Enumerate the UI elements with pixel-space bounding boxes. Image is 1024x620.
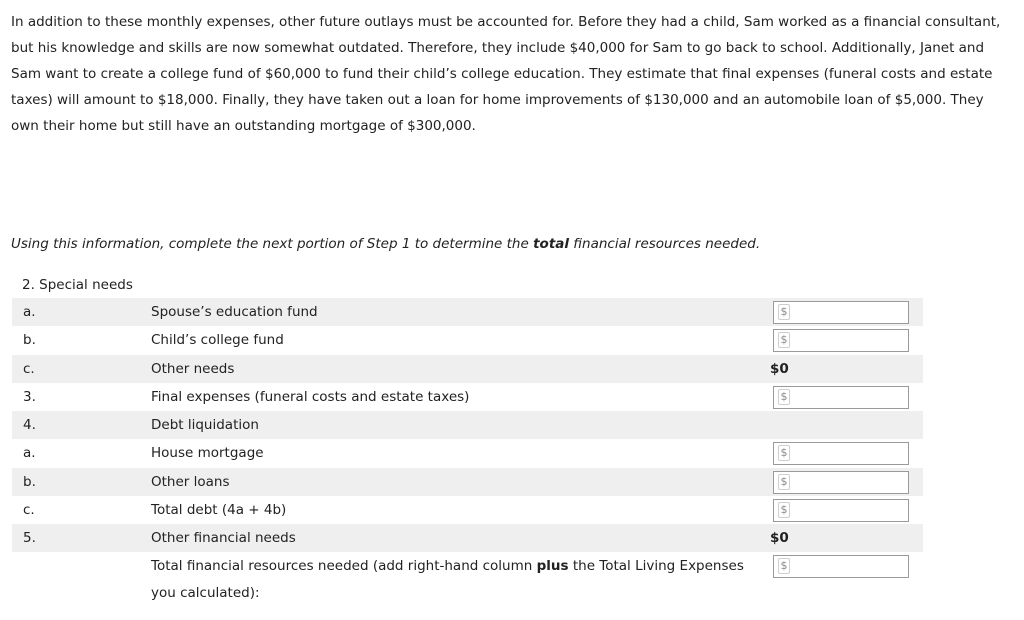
row-label: Other loans (151, 474, 230, 490)
amount-field (773, 442, 909, 465)
dollar-sign-icon: $ (778, 558, 790, 574)
amount-input[interactable] (794, 473, 906, 492)
row-label: House mortgage (151, 445, 264, 461)
amount-field (773, 471, 909, 494)
row-index: 5. (23, 530, 36, 546)
amount-input[interactable] (794, 303, 906, 322)
row-label: Spouse’s education fund (151, 304, 318, 320)
instruction-text (11, 234, 760, 254)
instruction-before: Using this information, complete the next portion of Step 1 to determine the (11, 236, 534, 252)
table-row (12, 298, 923, 326)
dollar-sign-icon: $ (778, 445, 790, 461)
row-index: c. (23, 361, 35, 377)
amount-field (773, 329, 909, 352)
amount-input[interactable] (794, 501, 906, 520)
row-index: a. (23, 304, 36, 320)
row-label: Child’s college fund (151, 332, 284, 348)
amount-input[interactable] (794, 444, 906, 463)
row-index: b. (23, 474, 36, 490)
dollar-sign-icon: $ (778, 332, 790, 348)
row-index: 4. (23, 417, 36, 433)
dollar-sign-icon: $ (778, 474, 790, 490)
row-index: b. (23, 332, 36, 348)
total-label-bold: plus (536, 558, 569, 574)
table-row (12, 439, 923, 467)
row-label: Debt liquidation (151, 417, 259, 433)
section-title: 2. Special needs (22, 277, 133, 293)
intro-paragraph: In addition to these monthly expenses, other future outlays must be accounted for. Before they had a child, Sam worked as a financial consultant, but his knowledge and skills are now somewhat outdated. Therefore, they include $40,000 for Sam to go back to school. Additionally, Janet and Sam want to create a college fund of $60,000 to fund their child’s college education. They estimate that final expenses (funeral costs and estate taxes) will amount to $18,000. Finally, they have taken out a loan for home improvements of $130,000 and an automobile loan of $5,000. They own their home but still have an outstanding mortgage of $300,000. (11, 14, 1001, 134)
total-row (12, 553, 923, 605)
table-row (12, 326, 923, 354)
amount-field (773, 301, 909, 324)
total-amount-field (773, 555, 909, 578)
amount-field (773, 386, 909, 409)
dollar-sign-icon: $ (778, 389, 790, 405)
computed-value: $0 (770, 361, 789, 377)
row-label: Final expenses (funeral costs and estate taxes) (151, 389, 470, 405)
row-label: Total debt (4a + 4b) (151, 502, 287, 518)
table-row (12, 355, 923, 383)
row-label: Other financial needs (151, 530, 296, 546)
dollar-sign-icon: $ (778, 502, 790, 518)
dollar-sign-icon: $ (778, 304, 790, 320)
amount-input[interactable] (794, 388, 906, 407)
total-label-after: the Total Living Expenses you calculated): (151, 558, 744, 601)
amount-input[interactable] (794, 331, 906, 350)
instruction-after: financial resources needed. (569, 236, 761, 252)
row-index: a. (23, 445, 36, 461)
table-row (12, 468, 923, 496)
amount-field (773, 499, 909, 522)
table-row (12, 496, 923, 524)
total-label-before: Total financial resources needed (add right-hand column (151, 558, 537, 574)
table-row (12, 411, 923, 439)
instruction-bold: total (533, 236, 570, 252)
table-row (12, 383, 923, 411)
row-index: c. (23, 502, 35, 518)
computed-value: $0 (770, 530, 789, 546)
total-amount-input[interactable] (794, 557, 906, 576)
row-index: 3. (23, 389, 36, 405)
row-label: Other needs (151, 361, 235, 377)
total-label (151, 553, 751, 607)
table-row (12, 524, 923, 552)
